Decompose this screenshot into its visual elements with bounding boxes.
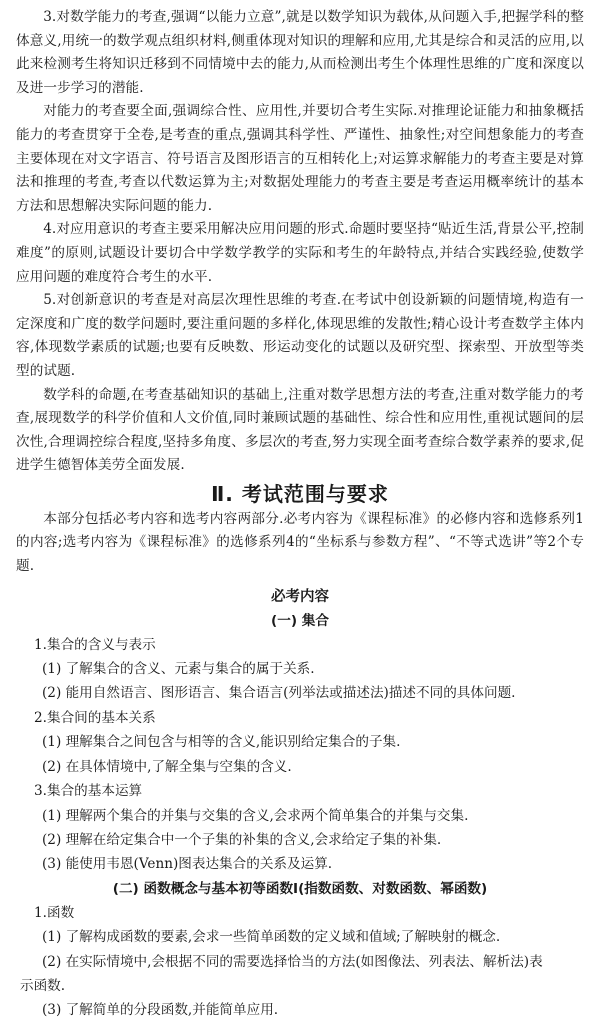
part2-heading: (二) 函数概念与基本初等函数Ⅰ(指数函数、对数函数、幂函数) [112,880,488,897]
part1-heading: (一) 集合 [271,612,329,629]
list-item: (2) 在具体情境中,了解全集与空集的含义. [42,758,292,775]
list-item: (2) 在实际情境中,会根据不同的需要选择恰当的方法(如图像法、列表法、解析法)表 [42,953,543,970]
list-item: (2) 能用自然语言、图形语言、集合语言(列举法或描述法)描述不同的具体问题. [42,685,516,702]
list-item: (1) 理解集合之间包含与相等的含义,能识别给定集合的子集. [42,734,401,751]
paragraph-math-ability: 3.对数学能力的考查,强调“以能力立意”,就是以数学知识为载体,从问题入手,把握学科的整体意义,用统一的数学观点组织材料,侧重体现对知识的理解和应用,尤其是综合和灵活的应用,以此来检测考生将知识迁移到不同情境中去的能力,从而检测出考生个体理性思维的广度和深度以及进一步学习的潜能. [16,9,584,96]
topic-set-relations: 2.集合间的基本关系 [34,709,156,726]
list-item: (1) 了解集合的含义、元素与集合的属于关系. [42,661,315,678]
topic-set-operations: 3.集合的基本运算 [34,783,143,800]
topic-function: 1.函数 [34,904,75,921]
list-item: (3) 能使用韦恩(Venn)图表达集合的关系及运算. [42,856,333,873]
list-item: (2) 理解在给定集合中一个子集的补集的含义,会求给定子集的补集. [42,831,442,848]
section-intro: 本部分包括必考内容和选考内容两部分.必考内容为《课程标准》的必修内容和选修系列1的内容;选考内容为《课程标准》的选修系列4的“坐标系与参数方程”、“不等式选讲”等2个专题. [16,510,584,575]
required-content-heading: 必考内容 [271,588,329,605]
list-item: (1) 了解构成函数的要素,会求一些简单函数的定义域和值域;了解映射的概念. [42,929,501,946]
list-item: (3) 了解简单的分段函数,并能简单应用. [42,1002,279,1019]
section-title: Ⅱ. 考试范围与要求 [211,481,389,506]
paragraph-application-awareness: 4.对应用意识的考查主要采用解决应用问题的形式.命题时要坚持“贴近生活,背景公平,控制难度”的原则,试题设计要切合中学数学教学的实际和考生的年龄特点,并结合实践经验,使数学应用问题的难度符合考生的水平. [16,221,584,285]
paragraph-math-proposition: 数学科的命题,在考查基础知识的基础上,注重对数学思想方法的考查,注重对数学能力的考查,展现数学的科学价值和人文价值,同时兼顾试题的基础性、综合性和应用性,重视试题间的层次性,合理调控综合程度,坚持多角度、多层次的考查,努力实现全面考查综合数学素养的要求,促进学生德智体美劳全面发展. [16,386,584,474]
topic-set-meaning: 1.集合的含义与表示 [34,636,156,653]
paragraph-ability-assessment: 对能力的考查要全面,强调综合性、应用性,并要切合考生实际.对推理论证能力和抽象概括能力的考查贯穿于全卷,是考查的重点,强调其科学性、严谨性、抽象性;对空间想象能力的考查主要体现在对文字语言、符号语言及图形语言的互相转化上;对运算求解能力的考查主要是对算法和推理的考查,考查以代数运算为主;对数据处理能力的考查主要是考查运用概率统计的基本方法和思想解决实际问题的能力. [16,103,584,214]
paragraph-innovation-awareness: 5.对创新意识的考查是对高层次理性思维的考查.在考试中创设新颖的问题情境,构造有一定深度和广度的数学问题时,要注重问题的多样化,体现思维的发散性;精心设计考查数学主体内容,体现数学素质的试题;也要有反映数、形运动变化的试题以及研究型、探索型、开放型等类型的试题. [16,292,584,379]
list-item: (1) 理解两个集合的并集与交集的含义,会求两个简单集合的并集与交集. [42,807,469,824]
list-item-continuation: 示函数. [20,977,66,994]
